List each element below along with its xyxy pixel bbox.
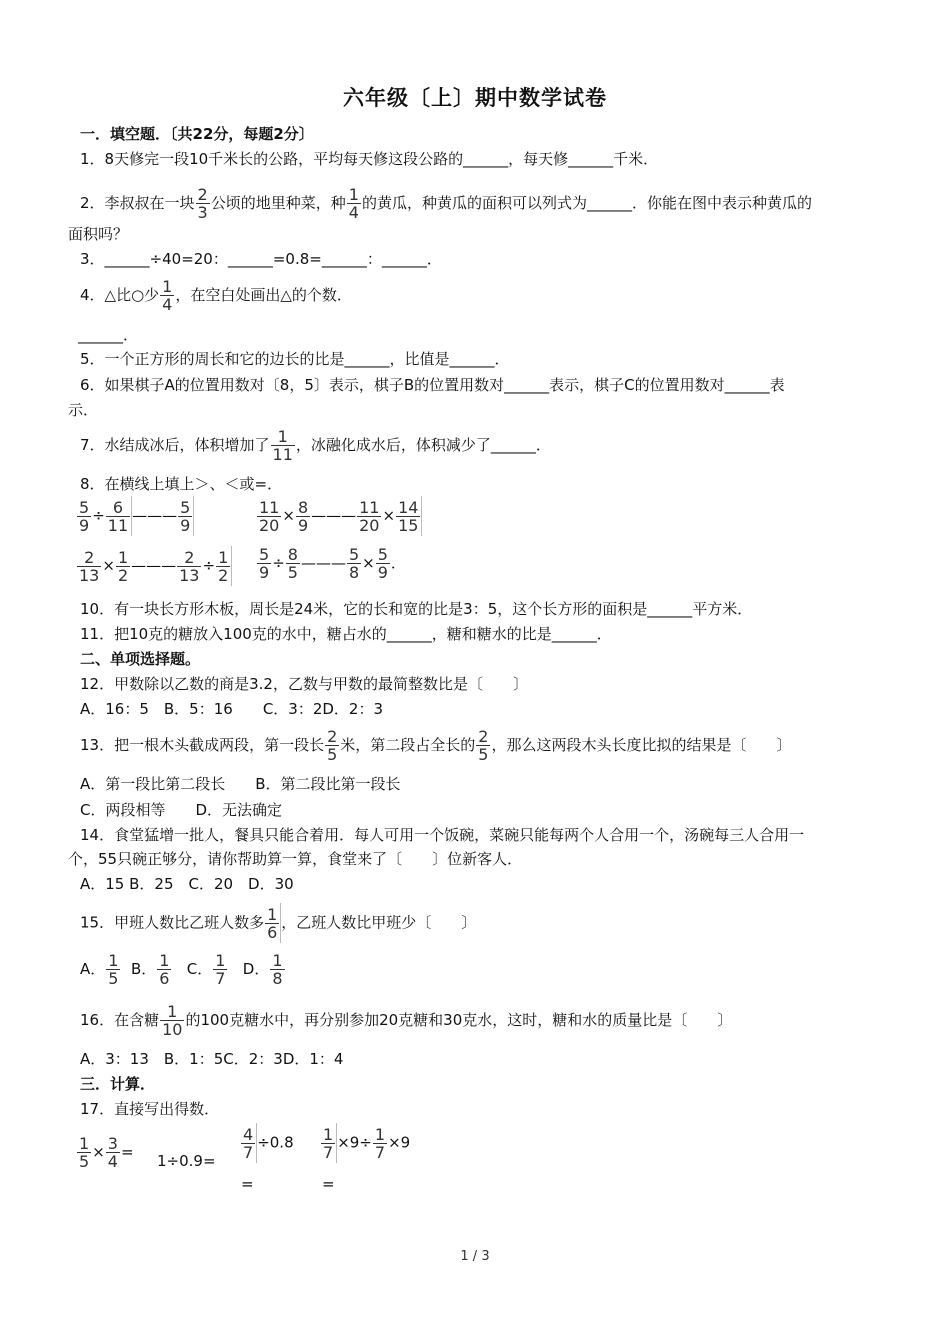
q17-expression-4 <box>320 1123 410 1163</box>
section-heading-choice: 二、单项选择题。 <box>80 650 201 668</box>
q7-text-post: ，冰融化成水后，体积减少了______． <box>295 436 551 454</box>
fraction: $\frac{2}{3}$ <box>197 185 208 222</box>
question-4 <box>80 278 352 313</box>
q16-text-pre: 16．在含糖 <box>80 1011 160 1029</box>
question-14-continued: 个，55只碗正够分，请你帮助算一算，食堂来了〔 〕位新客人． <box>68 850 523 868</box>
q17-expression-3-equals: = <box>241 1175 254 1193</box>
fraction: $\frac{5}{9}$ <box>180 497 191 535</box>
fraction: $\frac{1}{8}$ <box>272 951 283 988</box>
q15-text-pre: 15．甲班人数比乙班人数多 <box>80 913 265 932</box>
fraction: $\frac{1}{2}$ <box>218 547 229 585</box>
fraction: $\frac{1}{10}$ <box>162 1002 183 1039</box>
fraction: $\frac{8}{5}$ <box>287 545 298 582</box>
option-c-label: C． <box>186 960 213 978</box>
operator: × <box>362 554 375 572</box>
fraction: $\frac{2}{5}$ <box>327 727 338 764</box>
question-5: 5．一个正方形的周长和它的边长的比是______，比值是______． <box>80 350 510 368</box>
question-14: 14．食堂猛增一批人，餐具只能合着用．每人可用一个饭碗，菜碗只能每两个人合用一个，汤碗每三人合用一 <box>80 826 805 844</box>
fraction: $\frac{1}{11}$ <box>272 427 293 464</box>
q13-text-post: ，那么这两段木头长度比拟的结果是〔 〕 <box>491 736 792 754</box>
answer-blank: ——— <box>132 506 178 525</box>
fraction: $\frac{1}{7}$ <box>374 1124 386 1162</box>
fraction: $\frac{5}{9}$ <box>259 545 270 582</box>
question-15 <box>80 903 476 943</box>
answer-blank: ——— <box>300 554 346 572</box>
q17-expression-4-equals: = <box>322 1175 335 1193</box>
fraction: $\frac{1}{4}$ <box>162 277 173 314</box>
q4-text-post: ，在空白处画出△的个数． <box>175 286 352 304</box>
question-10: 10．有一块长方形木板，周长是24米，它的长和宽的比是3：5，这个长方形的面积是______平方米． <box>80 600 753 618</box>
page-number: 1 / 3 <box>460 1249 490 1264</box>
question-13-options-cd: C．两段相等 D．无法确定 <box>80 801 283 819</box>
fraction: $\frac{11}{20}$ <box>359 497 380 535</box>
question-1: 1．8天修完一段10千米长的公路，平均每天修这段公路的______，每天修______千米． <box>80 150 659 168</box>
q17-expression-1 <box>76 1135 134 1170</box>
fraction: $\frac{5}{8}$ <box>348 545 360 582</box>
question-16-options: A．3：13 B．1：5C．2：3D．1：4 <box>80 1050 344 1068</box>
divider <box>231 546 232 586</box>
fraction: $\frac{3}{4}$ <box>107 1134 118 1171</box>
question-6: 6．如果棋子A的位置用数对〔8，5〕表示，棋子B的位置用数对______表示，棋子C的位置用数对______表 <box>80 376 785 394</box>
fraction: $\frac{1}{5}$ <box>79 1134 90 1171</box>
option-a-label: A． <box>80 960 106 978</box>
q15-text-post: ，乙班人数比甲班少〔 〕 <box>281 913 477 932</box>
fraction: $\frac{2}{13}$ <box>179 547 200 585</box>
divider <box>421 496 422 536</box>
q16-text-post: 的100克糖水中，再分别参加20克糖和30克水，这时，糖和水的质量比是〔 〕 <box>185 1011 733 1029</box>
q17-expression-2: 1÷0.9= <box>157 1152 216 1170</box>
expression-rest: ÷0.8 <box>257 1133 294 1152</box>
question-13 <box>80 728 792 763</box>
question-14-options: A．15 B．25 C．20 D．30 <box>80 875 294 893</box>
question-13-options-ab: A．第一段比第二段长 B．第二段比第一段长 <box>80 775 401 793</box>
fraction: $\frac{1}{4}$ <box>348 185 359 222</box>
question-11: 11．把10克的糖放入100克的水中，糖占水的______，糖和糖水的比是______． <box>80 625 612 643</box>
operator: × <box>282 506 295 525</box>
fraction: $\frac{2}{13}$ <box>79 547 100 585</box>
fraction: $\frac{4}{7}$ <box>243 1124 254 1162</box>
question-2 <box>80 186 812 221</box>
q13-text-mid: 米，第二段占全长的 <box>340 736 476 754</box>
q13-text-pre: 13．把一根木头截成两段，第一段长 <box>80 736 325 754</box>
question-2-continued: 面积吗？ <box>68 225 129 243</box>
fraction: $\frac{2}{5}$ <box>478 727 489 764</box>
answer-blank: ——— <box>131 556 177 575</box>
option-b-label: B． <box>131 960 157 978</box>
section-heading-fill-in: 一．填空题．〔共22分，每题2分〕 <box>80 125 314 143</box>
operator: × <box>102 556 115 575</box>
answer-blank: ——— <box>311 506 357 525</box>
fraction: $\frac{5}{9}$ <box>79 497 90 535</box>
fraction: $\frac{5}{9}$ <box>377 545 388 582</box>
operator: × <box>382 506 396 525</box>
fraction: $\frac{1}{6}$ <box>159 951 170 988</box>
q8-comparison-4 <box>256 546 406 581</box>
fraction: $\frac{6}{11}$ <box>107 497 129 535</box>
fraction: $\frac{1}{6}$ <box>267 904 278 942</box>
question-17: 17．直接写出得数． <box>80 1100 220 1118</box>
fraction: $\frac{8}{9}$ <box>297 497 309 535</box>
question-4-answer-line: ______． <box>78 326 139 344</box>
section-heading-calculation: 三．计算． <box>80 1075 156 1093</box>
q2-text-pre: 2．李叔叔在一块 <box>80 194 195 212</box>
q8-comparison-1 <box>76 496 194 536</box>
operator: ÷ <box>202 556 216 575</box>
page-title: 六年级〔上〕期中数学试卷 <box>343 86 607 110</box>
question-6-continued: 示． <box>68 401 99 419</box>
q8-comparison-2 <box>256 496 422 536</box>
fraction: $\frac{1}{7}$ <box>323 1124 334 1162</box>
divider <box>193 496 194 536</box>
fraction: $\frac{1}{2}$ <box>117 547 129 585</box>
expression-mid: ×9÷ <box>337 1133 372 1152</box>
expression-rest: ×9 <box>388 1133 411 1152</box>
question-8: 8．在横线上填上＞、＜或=． <box>80 475 283 493</box>
equals-sign: = <box>120 1143 134 1161</box>
q7-text-pre: 7．水结成冰后，体积增加了 <box>80 436 270 454</box>
period: ． <box>390 554 406 572</box>
fraction: $\frac{1}{7}$ <box>215 951 226 988</box>
operator: ÷ <box>92 506 105 525</box>
q4-text-pre: 4．△比○少 <box>80 286 160 304</box>
question-12: 12．甲数除以乙数的商是3.2，乙数与甲数的最简整数比是〔 〕 <box>80 675 528 693</box>
q2-text-mid: 公顷的地里种菜，种 <box>210 194 346 212</box>
question-16 <box>80 1003 732 1038</box>
fraction: $\frac{14}{15}$ <box>398 497 419 535</box>
question-7 <box>80 428 551 463</box>
question-15-options <box>80 952 286 987</box>
question-12-options: A．16：5 B．5：16 C．3：2D．2：3 <box>80 700 384 718</box>
operator: ÷ <box>272 554 285 572</box>
question-3: 3．______÷40=20：______=0.8=______：______． <box>80 250 442 268</box>
q2-text-post: 的黄瓜，种黄瓜的面积可以列式为______．你能在图中表示种黄瓜的 <box>361 194 812 212</box>
operator: × <box>92 1143 105 1161</box>
fraction: $\frac{11}{20}$ <box>259 497 280 535</box>
q8-comparison-3 <box>76 546 232 586</box>
q17-expression-3 <box>240 1123 294 1163</box>
fraction: $\frac{1}{5}$ <box>108 951 119 988</box>
option-d-label: D． <box>242 960 270 978</box>
